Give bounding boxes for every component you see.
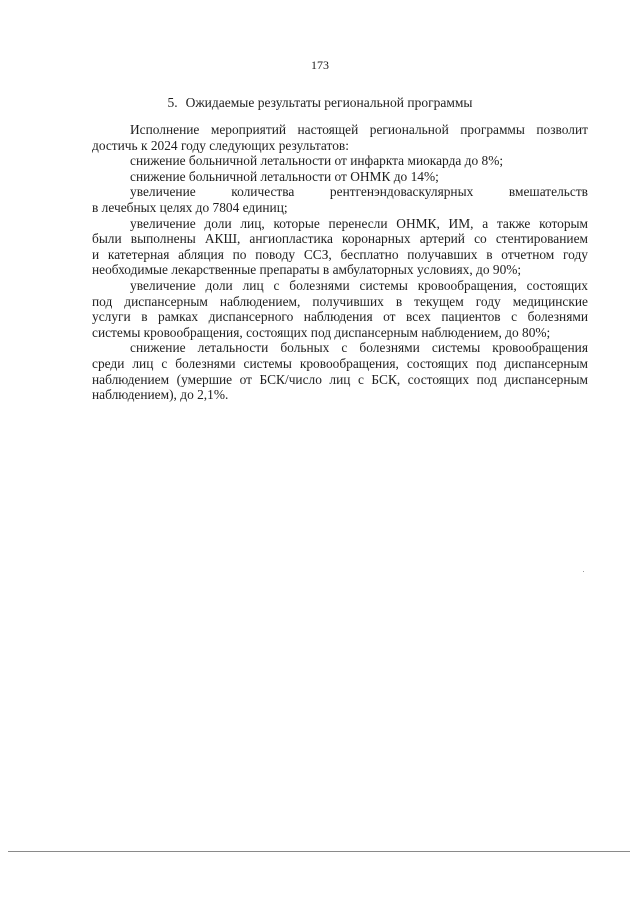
text-line: услуги в рамках диспансерного наблюдения от всех пациентов с болезнями bbox=[92, 309, 588, 325]
text-line: увеличение доли лиц, которые перенесли ОНМК, ИМ, а также которым bbox=[130, 215, 588, 231]
text-line: снижение больничной летальности от инфаркта миокарда до 8%; bbox=[130, 153, 504, 169]
text-line: необходимые лекарственные препараты в амбулаторных условиях, до 90%; bbox=[92, 262, 522, 278]
page-number: 173 bbox=[311, 58, 329, 72]
paragraph-intro bbox=[92, 122, 588, 153]
text-line: были выполнены АКШ, ангиопластика коронарных артерий со стентированием bbox=[92, 231, 588, 247]
section-number: 5. bbox=[167, 95, 178, 110]
text-line: Исполнение мероприятий настоящей региональной программы позволит bbox=[130, 122, 588, 137]
text-line: снижение больничной летальности от ОНМК до 14%; bbox=[130, 168, 439, 184]
text-line: среди лиц с болезнями системы кровообращения, состоящих под диспансерным bbox=[92, 355, 588, 371]
paragraph-result-3 bbox=[92, 184, 588, 215]
text-line: наблюдением (умершие от БСК/число лиц с БСК, состоящих под диспансерным bbox=[92, 371, 588, 387]
text-line: системы кровообращения, состоящих под диспансерным наблюдением, до 80%; bbox=[92, 324, 551, 340]
paragraph-result-5 bbox=[92, 278, 588, 340]
paragraph-result-4 bbox=[92, 216, 588, 278]
section-heading bbox=[0, 95, 640, 111]
scan-speck bbox=[583, 571, 584, 572]
paragraph-result-2 bbox=[92, 169, 588, 185]
section-title: Ожидаемые результаты региональной программы bbox=[185, 95, 473, 110]
body-text bbox=[92, 122, 588, 403]
paragraph-result-6 bbox=[92, 340, 588, 402]
text-line: достичь к 2024 году следующих результатов: bbox=[92, 137, 349, 153]
text-line: в лечебных целях до 7804 единиц; bbox=[92, 199, 288, 215]
text-line: наблюдением), до 2,1%. bbox=[92, 387, 229, 403]
text-line: и катетерная абляция по поводу ССЗ, бесплатно получавших в отчетном году bbox=[92, 246, 588, 262]
text-line: под диспансерным наблюдением, получивших в текущем году медицинские bbox=[92, 293, 588, 309]
text-line: увеличение доли лиц с болезнями системы кровообращения, состоящих bbox=[130, 277, 588, 293]
bottom-rule bbox=[8, 851, 630, 852]
text-line: увеличение количества рентгенэндоваскулярных вмешательств bbox=[130, 184, 588, 200]
text-line: снижение летальности больных с болезнями системы кровообращения bbox=[130, 340, 588, 356]
paragraph-result-1 bbox=[92, 153, 588, 169]
